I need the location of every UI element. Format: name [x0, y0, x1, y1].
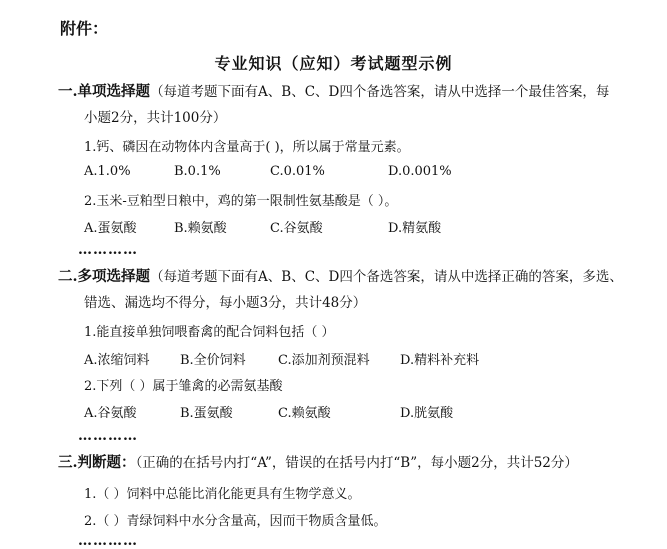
option: D.精氨酸 — [388, 221, 442, 236]
section-description: （正确的在括号内打“A”，错误的在括号内打“B”，每小题2分，共计52分） — [135, 455, 578, 471]
page-title: 专业知识（应知）考试题型示例 — [214, 54, 453, 73]
option: A.1.0% — [84, 164, 131, 179]
question-stem: 1.钙、磷因在动物体内含量高于( )，所以属于常量元素。 — [84, 140, 410, 155]
ellipsis-dots: ………… — [78, 533, 138, 549]
option: C.谷氨酸 — [270, 221, 323, 236]
option: C.添加剂预混料 — [278, 353, 370, 368]
section-1-header — [58, 79, 609, 105]
option: B.0.1% — [174, 164, 221, 179]
option: B.赖氨酸 — [174, 221, 227, 236]
option: D.0.001% — [388, 164, 452, 179]
question-stem: 1.能直接单独饲喂畜禽的配合饲料包括（ ） — [84, 325, 335, 340]
question-stem: 2.玉米-豆粕型日粮中，鸡的第一限制性氨基酸是（ ）。 — [84, 194, 398, 209]
option: A.蛋氨酸 — [84, 221, 137, 236]
judgement-item: 1.（ ）饲料中总能比消化能更具有生物学意义。 — [84, 487, 361, 502]
section-description: （每道考题下面有A、B、C、D四个备选答案，请从中选择正确的答案，多选、 — [150, 269, 623, 285]
option: C.赖氨酸 — [278, 406, 331, 421]
section-2-header — [58, 264, 623, 290]
section-3-header — [58, 450, 578, 476]
option: D.精料补充料 — [400, 353, 480, 368]
option: A.浓缩饲料 — [84, 353, 150, 368]
ellipsis-dots: ………… — [78, 428, 138, 444]
section-description-cont: 错选、漏选均不得分，每小题3分，共计48分） — [84, 295, 367, 311]
section-heading: 三.判断题： — [58, 454, 136, 471]
judgement-item: 2.（ ）青绿饲料中水分含量高，因而干物质含量低。 — [84, 514, 387, 529]
option: B.全价饲料 — [180, 353, 246, 368]
option: C.0.01% — [270, 164, 325, 179]
option: D.胱氨酸 — [400, 406, 454, 421]
option: B.蛋氨酸 — [180, 406, 233, 421]
section-heading: 一.单项选择题 — [58, 83, 151, 100]
ellipsis-dots: ………… — [78, 242, 138, 258]
question-stem: 2.下列（ ）属于雏禽的必需氨基酸 — [84, 379, 283, 394]
section-heading: 二.多项选择题 — [58, 268, 151, 285]
section-description: （每道考题下面有A、B、C、D四个备选答案，请从中选择一个最佳答案，每 — [150, 84, 610, 100]
option: A.谷氨酸 — [84, 406, 137, 421]
attachment-label: 附件： — [60, 19, 109, 38]
section-description-cont: 小题2分，共计100分） — [84, 110, 227, 126]
